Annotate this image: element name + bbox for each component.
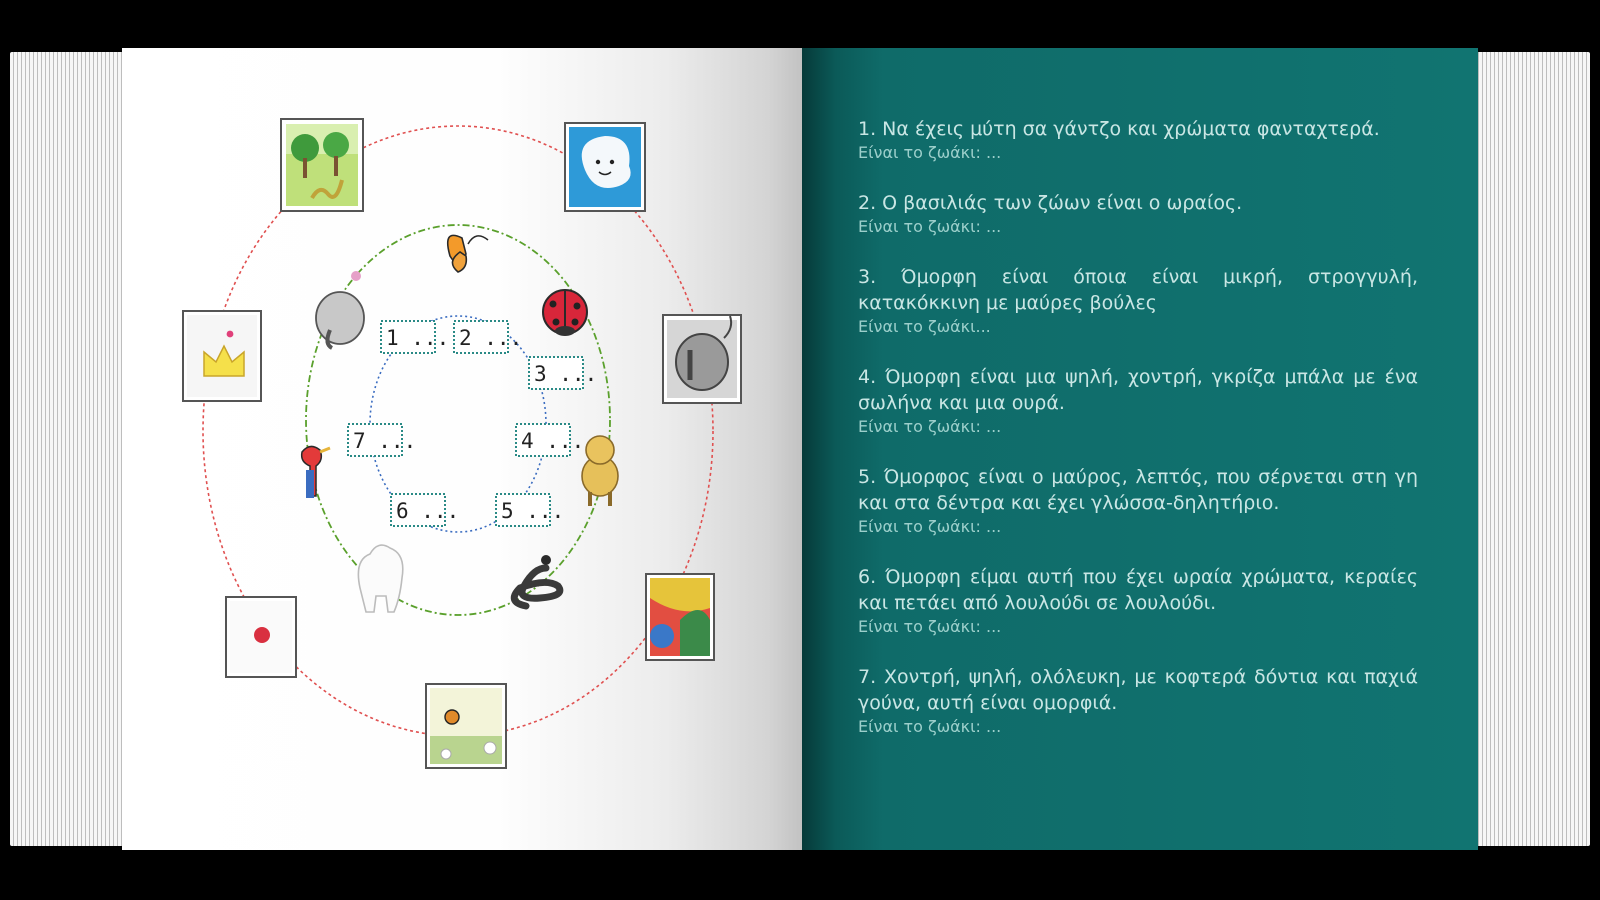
riddle-answer: Είναι το ζωάκι: ... bbox=[858, 217, 1002, 236]
middle-ring bbox=[306, 225, 610, 615]
ladybug-icon bbox=[543, 290, 587, 336]
riddle-text: 4. Όμορφη είναι μια ψηλή, χοντρή, γκρίζα μπάλα με ένα σωλήνα και μια ουρά. bbox=[858, 366, 1418, 414]
lion-icon bbox=[582, 436, 618, 506]
scene-flower-butterfly-icon bbox=[646, 574, 714, 660]
riddle-answer: Είναι το ζωάκι: ... bbox=[858, 417, 1002, 436]
scene-field-daisies-icon bbox=[426, 684, 506, 768]
number-box-7[interactable] bbox=[348, 424, 416, 456]
riddle-item bbox=[858, 664, 1418, 738]
riddle-text: 2. Ο βασιλιάς των ζώων είναι ο ωραίος. bbox=[858, 192, 1243, 214]
riddle-item bbox=[858, 116, 1418, 164]
number-box-6[interactable] bbox=[391, 494, 459, 526]
riddle-text: 7. Χοντρή, ψηλή, ολόλευκη, με κοφτερά δόντια και παχιά γούνα, αυτή είναι ομορφιά. bbox=[858, 666, 1418, 714]
riddle-answer: Είναι το ζωάκι: ... bbox=[858, 617, 1002, 636]
riddle-item bbox=[858, 264, 1418, 338]
svg-text:6 ...: 6 ... bbox=[396, 499, 460, 523]
number-box-4[interactable] bbox=[516, 424, 584, 456]
riddle-item bbox=[858, 564, 1418, 638]
riddle-answer: Είναι το ζωάκι: ... bbox=[858, 143, 1002, 162]
scene-crown-icon bbox=[183, 311, 261, 401]
svg-text:3 ...: 3 ... bbox=[534, 362, 598, 386]
svg-text:1 ...: 1 ... bbox=[386, 326, 450, 350]
scene-snake-trees-icon bbox=[281, 119, 363, 211]
svg-text:4 ...: 4 ... bbox=[521, 429, 585, 453]
riddle-text: 5. Όμορφος είναι ο μαύρος, λεπτός, που σέρνεται στη γη και στα δέντρα και έχει γλώσσα-δηλητήριο. bbox=[858, 466, 1418, 514]
number-box-1[interactable] bbox=[381, 321, 449, 353]
snake-icon bbox=[514, 555, 560, 606]
svg-text:7 ...: 7 ... bbox=[353, 429, 417, 453]
riddle-answer: Είναι το ζωάκι... bbox=[858, 317, 991, 336]
scene-ladybug-dot-icon bbox=[226, 597, 296, 677]
svg-text:5 ...: 5 ... bbox=[501, 499, 565, 523]
riddle-item bbox=[858, 190, 1418, 238]
riddle-answer: Είναι το ζωάκι: ... bbox=[858, 717, 1002, 736]
riddle-item bbox=[858, 364, 1418, 438]
parrot-icon bbox=[302, 446, 330, 498]
riddle-answer: Είναι το ζωάκι: ... bbox=[858, 517, 1002, 536]
svg-text:2 ...: 2 ... bbox=[459, 326, 523, 350]
riddle-text: 1. Να έχεις μύτη σα γάντζο και χρώματα φανταχτερά. bbox=[858, 118, 1380, 140]
scene-elephant-silhouette-icon bbox=[663, 315, 741, 403]
riddle-text: 3. Όμορφη είναι όποια είναι μικρή, στρογγυλή, κατακόκκινη με μαύρες βούλες bbox=[858, 266, 1418, 314]
number-box-5[interactable] bbox=[496, 494, 564, 526]
riddle-item bbox=[858, 464, 1418, 538]
number-box-3[interactable] bbox=[529, 357, 597, 389]
polar-bear-icon bbox=[358, 545, 402, 612]
butterfly-icon bbox=[448, 235, 488, 272]
riddle-list bbox=[858, 116, 1418, 764]
number-box-2[interactable] bbox=[454, 321, 522, 353]
elephant-icon bbox=[316, 271, 364, 348]
riddle-text: 6. Όμορφη είμαι αυτή που έχει ωραία χρώματα, κεραίες και πετάει από λουλούδι σε λουλούδι. bbox=[858, 566, 1418, 614]
scene-yeti-icon bbox=[565, 123, 645, 211]
